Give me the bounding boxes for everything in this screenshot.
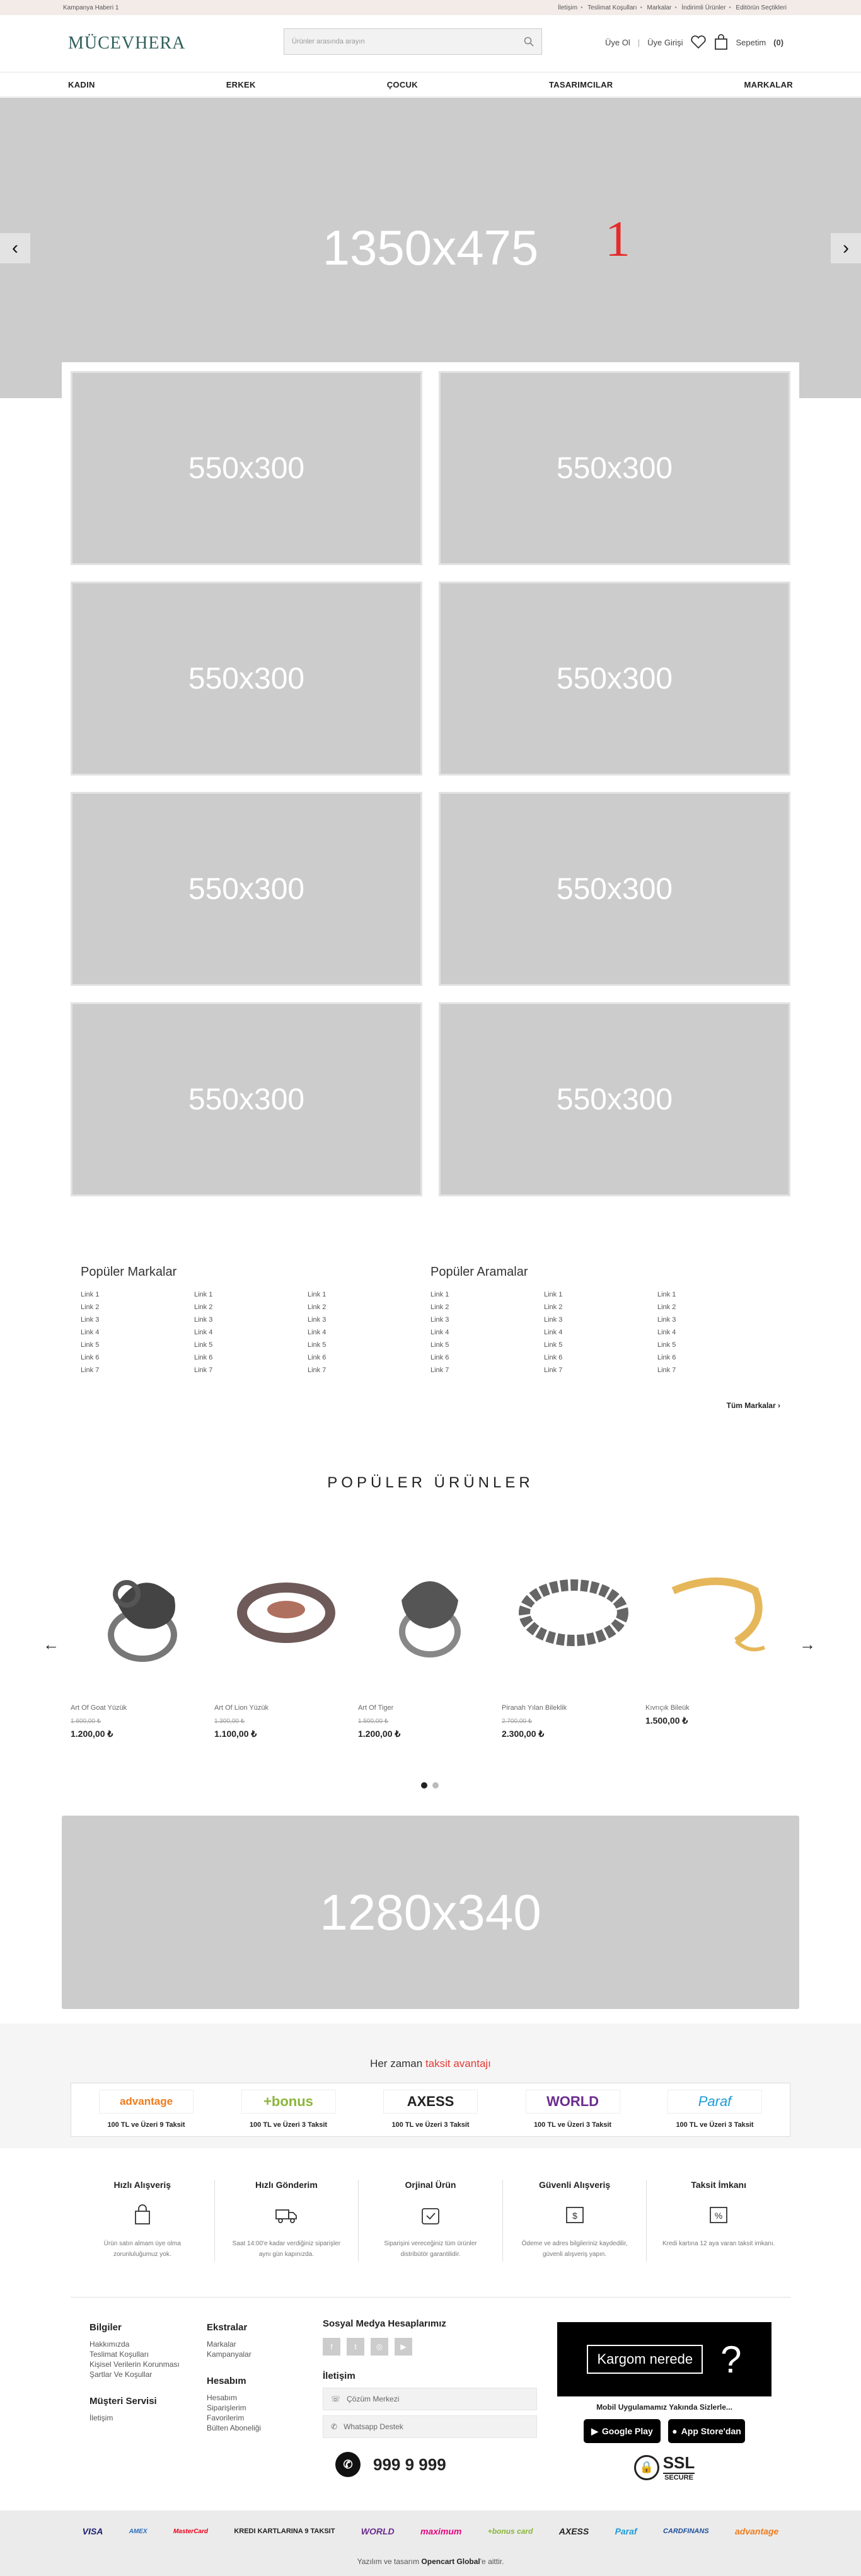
signup-link[interactable]: Üye Ol	[605, 37, 630, 47]
feature-title: Hızlı Gönderim	[255, 2180, 318, 2190]
link[interactable]: Link 1	[194, 1291, 213, 1298]
link[interactable]: Link 3	[81, 1316, 100, 1324]
site-logo[interactable]: MÜCEVHERA	[68, 33, 186, 53]
mastercard-logo: MasterCard	[173, 2527, 208, 2535]
feature-title: Hızlı Alışveriş	[113, 2180, 171, 2190]
link[interactable]: Link 5	[194, 1341, 213, 1349]
footer-link[interactable]: Hakkımızda	[90, 2340, 130, 2349]
hero-placeholder: 1350x475	[322, 220, 539, 275]
product-image[interactable]	[645, 1534, 789, 1692]
whatsapp-icon: ✆	[331, 2422, 338, 2431]
link[interactable]: Link 1	[430, 1291, 449, 1298]
link[interactable]: Link 6	[430, 1354, 449, 1361]
google-play-button[interactable]	[584, 2419, 661, 2443]
top-link-discounts[interactable]: • İndirimli Ürünler	[676, 4, 731, 11]
link[interactable]: Link 3	[544, 1316, 563, 1324]
mobile-app-section	[557, 2403, 771, 2482]
axess-logo: AXESS	[383, 2090, 478, 2114]
youtube-icon[interactable]: ▶	[395, 2338, 412, 2356]
installment-text: 100 TL ve Üzeri 3 Taksit	[676, 2121, 754, 2129]
product-name[interactable]: Kıvrıçık Bileük	[645, 1704, 690, 1712]
feature-secure-shopping	[503, 2180, 647, 2262]
link[interactable]: Link 5	[430, 1341, 449, 1349]
product-name[interactable]: Art Of Tiger	[358, 1704, 394, 1712]
twitter-icon[interactable]: t	[347, 2338, 364, 2356]
nav-item-designers[interactable]: TASARIMCILAR	[548, 79, 613, 89]
features-row	[71, 2180, 790, 2262]
login-link[interactable]: Üye Girişi	[647, 37, 683, 47]
footer-link[interactable]: Şartlar Ve Koşullar	[90, 2370, 153, 2379]
product-old-price: 1.600,00 ₺	[71, 1718, 101, 1725]
carousel-dot-active[interactable]	[421, 1782, 427, 1789]
credit-line	[0, 2552, 861, 2576]
social-links	[323, 2338, 537, 2356]
banner[interactable]	[71, 1002, 422, 1196]
ssl-badge	[557, 2453, 771, 2482]
phone-number[interactable]	[323, 2452, 537, 2477]
whatsapp-link[interactable]	[323, 2415, 537, 2438]
popular-searches	[430, 1265, 780, 1379]
link[interactable]: Link 4	[657, 1329, 676, 1336]
bonus-logo: +bonus	[241, 2090, 336, 2114]
paraf-logo: Paraf	[667, 2090, 762, 2114]
link[interactable]: Link 6	[308, 1354, 326, 1361]
product-name[interactable]: Art Of Lion Yüzük	[214, 1704, 269, 1712]
secure-payment-icon	[562, 2202, 587, 2228]
banner-placeholder: 550x300	[556, 872, 673, 906]
product-name[interactable]: Art Of Goat Yüzük	[71, 1704, 127, 1712]
amex-logo: AMEX	[129, 2527, 147, 2535]
link[interactable]: Link 2	[194, 1303, 213, 1311]
instagram-icon[interactable]: ◎	[371, 2338, 388, 2356]
visa-logo: VISA	[82, 2526, 103, 2536]
link[interactable]: Link 1	[657, 1291, 676, 1298]
footer-service-title: Müşteri Servisi	[90, 2396, 157, 2407]
installment-title	[0, 2058, 861, 2070]
hero-next-button[interactable]	[831, 233, 861, 263]
product-price: 1.200,00 ₺	[358, 1729, 401, 1739]
popular-brands-title: Popüler Markalar	[81, 1265, 177, 1279]
feature-title: Taksit İmkanı	[691, 2180, 746, 2190]
product-card[interactable]	[358, 1534, 502, 1739]
banner[interactable]	[71, 371, 422, 565]
carousel-dots	[421, 1782, 439, 1789]
nav-item-women[interactable]: KADIN	[68, 79, 95, 89]
link-column	[544, 1291, 657, 1379]
banner-placeholder: 550x300	[188, 872, 305, 906]
link[interactable]: Link 1	[81, 1291, 100, 1298]
nav-item-kids[interactable]: ÇOCUK	[386, 79, 418, 89]
feature-title: Güvenli Alışveriş	[539, 2180, 611, 2190]
product-name[interactable]: Piranah Yılan Bileklik	[502, 1704, 567, 1712]
banner[interactable]	[439, 581, 790, 776]
link-column	[194, 1291, 308, 1379]
link[interactable]: Link 4	[544, 1329, 563, 1336]
top-link-brands[interactable]: • Markalar	[642, 4, 676, 11]
link[interactable]: Link 2	[308, 1303, 326, 1311]
percent-icon	[706, 2202, 731, 2228]
link[interactable]: Link 5	[81, 1341, 100, 1349]
lock-icon: 🔒	[634, 2455, 659, 2480]
banner-placeholder: 550x300	[188, 451, 305, 485]
banner[interactable]	[71, 581, 422, 776]
banner[interactable]	[439, 1002, 790, 1196]
feature-original-product	[359, 2180, 503, 2262]
headset-icon: ☏	[331, 2395, 341, 2403]
link[interactable]: Link 6	[544, 1354, 563, 1361]
banner-placeholder: 550x300	[556, 451, 673, 485]
payment-logos	[0, 2510, 861, 2552]
installment-banner: KREDI KARTLARINA 9 TAKSIT	[234, 2527, 335, 2535]
product-price: 1.500,00 ₺	[645, 1715, 688, 1726]
separator: |	[637, 37, 640, 47]
link[interactable]: Link 7	[81, 1366, 100, 1374]
search-placeholder: Ürünler arasında arayın	[292, 38, 365, 45]
footer-link[interactable]: Kampanyalar	[207, 2350, 251, 2359]
link[interactable]: Link 4	[430, 1329, 449, 1336]
installment-text: 100 TL ve Üzeri 3 Taksit	[391, 2121, 470, 2129]
link[interactable]: Link 1	[544, 1291, 563, 1298]
feature-text: Ödeme ve adres bilgileriniz kaydedilir, güvenli alışveriş yapın.	[521, 2240, 628, 2258]
installment-cards	[71, 2083, 790, 2137]
phone-icon: ✆	[335, 2452, 361, 2477]
product-old-price: 1.300,00 ₺	[214, 1718, 245, 1725]
products-next-button[interactable]	[799, 1635, 816, 1654]
product-price: 1.100,00 ₺	[214, 1729, 257, 1739]
cart-label[interactable]: Sepetim	[736, 37, 766, 47]
product-image[interactable]	[214, 1534, 358, 1692]
banner-placeholder: 550x300	[556, 661, 673, 696]
feature-fast-shopping	[71, 2180, 215, 2262]
truck-icon	[274, 2202, 299, 2228]
feature-text: Kredi kartına 12 aya varan taksit imkanı.	[662, 2240, 775, 2247]
product-old-price: 1.500,00 ₺	[358, 1718, 389, 1725]
link[interactable]: Link 2	[657, 1303, 676, 1311]
footer-account-title: Hesabım	[207, 2376, 246, 2386]
installment-card	[649, 2090, 781, 2130]
cart-icon[interactable]	[714, 34, 728, 50]
footer-link[interactable]: İletişim	[90, 2413, 113, 2422]
product-price: 1.200,00 ₺	[71, 1729, 113, 1739]
cart-count: (0)	[773, 37, 784, 47]
link[interactable]: Link 2	[81, 1303, 100, 1311]
footer-social-column	[323, 2318, 537, 2477]
maximum-logo: maximum	[420, 2526, 462, 2536]
hero-slider[interactable]	[0, 98, 861, 398]
link[interactable]: Link 1	[308, 1291, 326, 1298]
top-link-editor[interactable]: • Editörün Seçtikleri	[731, 4, 792, 11]
link[interactable]: Link 4	[81, 1329, 100, 1336]
footer-link[interactable]: Kişisel Verilerin Korunması	[90, 2360, 180, 2369]
footer-info-title: Bilgiler	[90, 2322, 122, 2333]
world-logo: WORLD	[526, 2090, 620, 2114]
main-nav	[0, 72, 861, 97]
link[interactable]: Link 4	[308, 1329, 326, 1336]
footer-divider	[71, 2297, 790, 2298]
feature-installment	[647, 2180, 790, 2262]
banner-placeholder: 550x300	[188, 1082, 305, 1116]
mobile-app-text: Mobil Uygulamamız Yakında Sizlerle...	[596, 2403, 732, 2412]
app-store-button[interactable]	[668, 2419, 745, 2443]
footer-link[interactable]: Bülten Aboneliği	[207, 2424, 262, 2432]
whatsapp-label: Whatsapp Destek	[344, 2422, 403, 2431]
link[interactable]: Link 6	[194, 1354, 213, 1361]
play-store-icon: ▶	[591, 2425, 598, 2436]
apple-icon: ●	[672, 2426, 678, 2436]
link[interactable]: Link 3	[194, 1316, 213, 1324]
app-store-label: App Store'dan	[681, 2426, 741, 2436]
banner-placeholder: 550x300	[556, 1082, 673, 1116]
link[interactable]: Link 7	[430, 1366, 449, 1374]
credit-brand[interactable]: Opencart Global	[421, 2557, 480, 2566]
link-column	[81, 1291, 194, 1379]
arrow-left-icon: ←	[43, 1635, 59, 1654]
link-column	[430, 1291, 544, 1379]
hero-prev-button[interactable]	[0, 233, 30, 263]
slide-number: 1	[605, 212, 630, 267]
arrow-right-icon: →	[799, 1635, 816, 1654]
product-image[interactable]	[358, 1534, 502, 1692]
world-logo: WORLD	[361, 2526, 395, 2536]
wide-banner[interactable]	[62, 1816, 799, 2009]
paraf-logo: Paraf	[615, 2526, 637, 2536]
link[interactable]: Link 6	[657, 1354, 676, 1361]
top-link-contact[interactable]: İletişim	[558, 4, 578, 11]
chevron-right-icon: ›	[843, 238, 849, 258]
search-icon[interactable]	[524, 37, 534, 47]
installment-card	[222, 2090, 355, 2130]
banner[interactable]	[71, 792, 422, 986]
installment-card	[80, 2090, 212, 2130]
installment-card	[507, 2090, 639, 2130]
link[interactable]: Link 7	[657, 1366, 676, 1374]
nav-item-men[interactable]: ERKEK	[226, 79, 256, 89]
products-prev-button[interactable]	[43, 1635, 59, 1654]
all-brands-label: Tüm Markalar	[726, 1401, 776, 1410]
link[interactable]: Link 2	[544, 1303, 563, 1311]
link[interactable]: Link 3	[657, 1316, 676, 1324]
feature-fast-delivery	[215, 2180, 359, 2262]
chevron-left-icon: ‹	[12, 238, 18, 258]
popular-links-section	[81, 1265, 780, 1410]
footer-link[interactable]: Siparişlerim	[207, 2403, 246, 2412]
product-image[interactable]	[502, 1534, 645, 1692]
product-card[interactable]	[645, 1534, 789, 1739]
top-bar	[0, 0, 861, 15]
installment-section	[0, 2024, 861, 2148]
all-brands-link[interactable]	[727, 1401, 780, 1410]
cargo-tracking-button[interactable]: Kargom nerede	[587, 2345, 703, 2374]
link[interactable]: Link 3	[308, 1316, 326, 1324]
footer-link[interactable]: Markalar	[207, 2340, 236, 2349]
footer-info-column	[90, 2322, 180, 2423]
contact-center-label: Çözüm Merkezi	[347, 2395, 400, 2403]
svg-text:$: $	[572, 2211, 577, 2221]
banner-placeholder: 550x300	[188, 661, 305, 696]
footer-contact-title: İletişim	[323, 2371, 355, 2381]
phone-number-text: 999 9 999	[373, 2454, 446, 2474]
advantage-logo: advantage	[735, 2526, 779, 2536]
header	[0, 15, 861, 72]
product-card[interactable]	[502, 1534, 645, 1739]
feature-text: Siparişini vereceğiniz tüm ürünler distribütör garantilidir.	[384, 2240, 477, 2258]
footer-extras-column	[207, 2322, 261, 2433]
footer-link[interactable]: Hesabım	[207, 2393, 238, 2402]
heart-icon[interactable]	[690, 35, 707, 50]
products-title: POPÜLER ÜRÜNLER	[327, 1474, 534, 1491]
footer-extras-title: Ekstralar	[207, 2322, 248, 2333]
chevron-right-icon: ›	[778, 1401, 780, 1410]
feature-text: Ürün satın almam üye olma zorunluluğumuz yok.	[103, 2240, 181, 2258]
installment-card	[364, 2090, 497, 2130]
link-column	[657, 1291, 771, 1379]
contact-center-link[interactable]	[323, 2388, 537, 2410]
product-card[interactable]	[214, 1534, 358, 1739]
installment-title-prefix: Her zaman	[370, 2058, 423, 2069]
link[interactable]: Link 4	[194, 1329, 213, 1336]
product-image[interactable]	[71, 1534, 214, 1692]
installment-text: 100 TL ve Üzeri 3 Taksit	[249, 2121, 328, 2129]
cardfinans-logo: CARDFINANS	[662, 2527, 709, 2535]
ssl-sub-label: SECURE	[663, 2473, 695, 2482]
link[interactable]: Link 7	[308, 1366, 326, 1374]
product-old-price: 2.700,00 ₺	[502, 1718, 533, 1725]
nav-item-brands[interactable]: MARKALAR	[744, 79, 793, 89]
product-carousel	[71, 1534, 789, 1739]
link[interactable]: Link 6	[81, 1354, 100, 1361]
banner[interactable]	[439, 371, 790, 565]
link-column	[308, 1291, 421, 1379]
product-card[interactable]	[71, 1534, 214, 1739]
link[interactable]: Link 7	[194, 1366, 213, 1374]
wide-banner-placeholder: 1280x340	[320, 1884, 541, 1940]
question-mark-icon: ?	[720, 2338, 742, 2381]
link[interactable]: Link 3	[430, 1316, 449, 1324]
popular-brands	[81, 1265, 430, 1379]
header-actions	[605, 34, 783, 50]
shopping-bag-icon	[130, 2202, 155, 2228]
facebook-icon[interactable]: f	[323, 2338, 340, 2356]
box-check-icon	[418, 2202, 443, 2228]
feature-text: Saat 14:00'e kadar verdiğiniz siparişler aynı gün kapınızda.	[232, 2240, 341, 2258]
footer-link[interactable]: Favorilerim	[207, 2413, 245, 2422]
svg-text:%: %	[714, 2211, 723, 2221]
ssl-label: SSL	[662, 2453, 695, 2472]
link[interactable]: Link 5	[657, 1341, 676, 1349]
campaign-text[interactable]: Kampanya Haberi 1	[63, 4, 119, 11]
search-input[interactable]	[284, 28, 542, 55]
top-link-delivery[interactable]: • Teslimat Koşulları	[582, 4, 642, 11]
credit-suffix: 'e aittir.	[480, 2557, 504, 2566]
footer-social-title: Sosyal Medya Hesaplarımız	[323, 2318, 446, 2329]
popular-searches-title: Popüler Aramalar	[430, 1265, 528, 1279]
link[interactable]: Link 7	[544, 1366, 563, 1374]
banner-grid	[62, 362, 799, 1196]
advantage-logo: advantage	[99, 2090, 194, 2114]
credit-prefix: Yazılım ve tasarım	[357, 2557, 420, 2566]
footer-link[interactable]: Teslimat Koşulları	[90, 2350, 149, 2359]
installment-text: 100 TL ve Üzeri 3 Taksit	[533, 2121, 612, 2129]
product-price: 2.300,00 ₺	[502, 1729, 545, 1739]
carousel-dot[interactable]	[432, 1782, 439, 1789]
bonus-card-logo: +bonus card	[487, 2527, 533, 2536]
axess-logo: AXESS	[558, 2526, 589, 2536]
installment-title-highlight: taksit avantajı	[425, 2058, 491, 2069]
link[interactable]: Link 5	[544, 1341, 563, 1349]
google-play-label: Google Play	[601, 2426, 653, 2436]
installment-text: 100 TL ve Üzeri 9 Taksit	[107, 2121, 185, 2129]
cargo-tracking-box[interactable]	[557, 2322, 771, 2396]
banner[interactable]	[439, 792, 790, 986]
top-links	[553, 4, 792, 11]
link[interactable]: Link 2	[430, 1303, 449, 1311]
link[interactable]: Link 5	[308, 1341, 326, 1349]
feature-title: Orjinal Ürün	[405, 2180, 456, 2190]
